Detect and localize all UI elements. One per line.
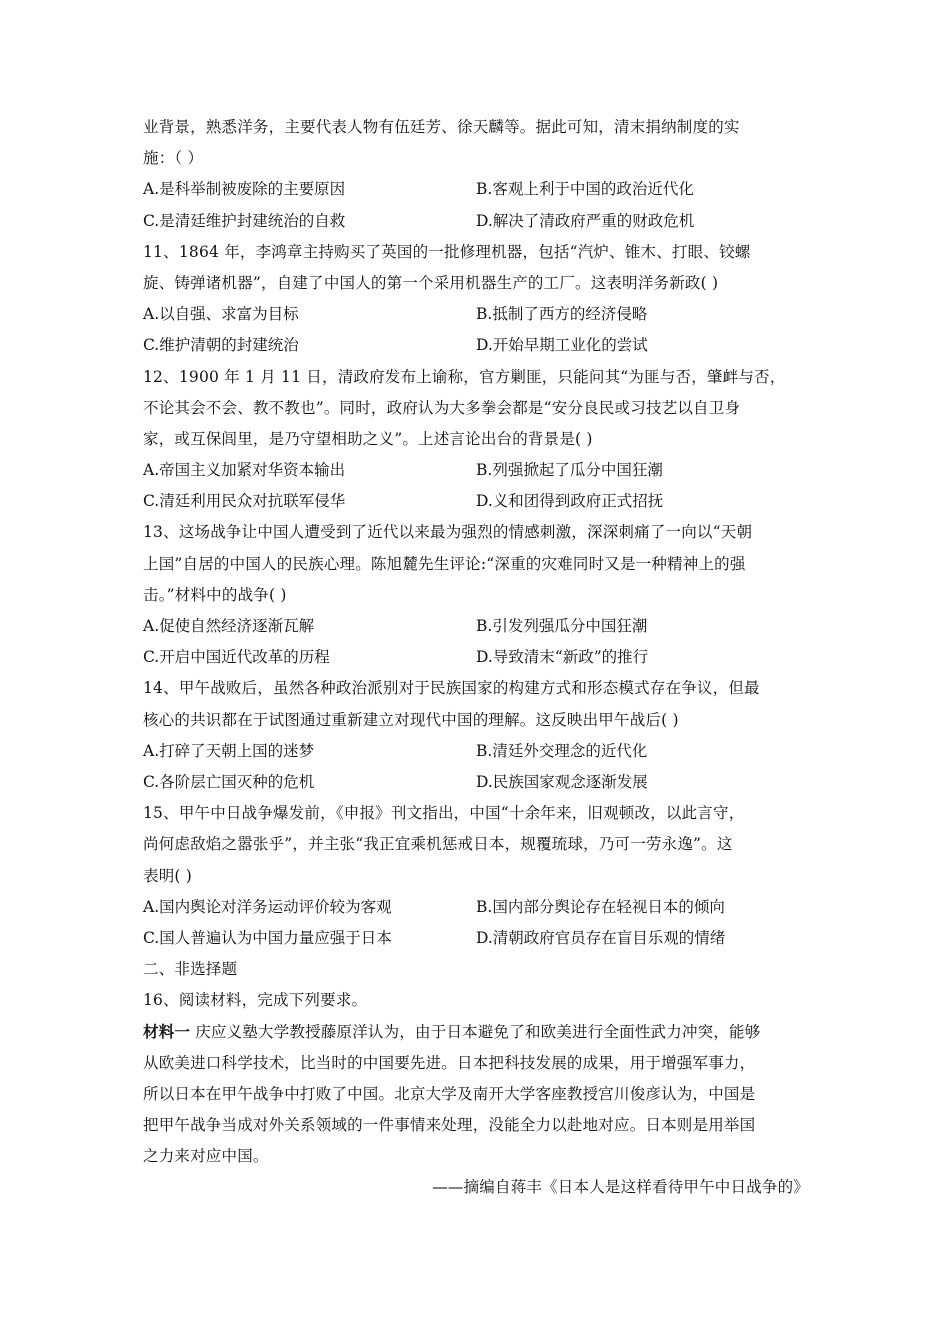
question-10-tail: [143, 112, 811, 237]
question-text-line: 表明( ): [143, 866, 193, 885]
question-12: [143, 362, 811, 518]
option-c: C.清廷利用民众对抗联军侵华: [143, 492, 346, 511]
option-b: B.抵制了西方的经济侵略: [476, 305, 648, 324]
option-d: D.民族国家观念逐渐发展: [476, 772, 648, 791]
question-text-line: 15、甲午中日战争爆发前，《申报》刊文指出，中国“十余年来，旧观顿改，以此言守，: [143, 804, 745, 823]
option-b: B.引发列强瓜分中国狂潮: [476, 617, 648, 635]
option-b: B.列强掀起了瓜分中国狂潮: [476, 461, 663, 480]
option-b: B.国内部分舆论存在轻视日本的倾向: [476, 897, 725, 916]
option-b: B.清廷外交理念的近代化: [476, 741, 648, 760]
question-text-line: 旋、铸弹诸机器”，自建了中国人的第一个采用机器生产的工厂。这表明洋务新政( ): [143, 273, 719, 292]
option-d: D.解决了清政府严重的财政危机: [476, 211, 695, 230]
question-text-line: 业背景，熟悉洋务，主要代表人物有伍廷芳、徐天麟等。据此可知，清末捐纳制度的实: [143, 118, 740, 136]
question-text-line: 施：（ ）: [143, 149, 204, 168]
material-text-line: 之力来对应中国。: [143, 1147, 269, 1166]
question-text-line: 核心的共识都在于试图通过重新建立对现代中国的理解。这反映出甲午战后( ): [143, 710, 679, 729]
option-c: C.开启中国近代改革的历程: [143, 648, 330, 667]
option-c: C.各阶层亡国灭种的危机: [143, 772, 315, 791]
question-prompt: 16、阅读材料，完成下列要求。: [143, 991, 368, 1010]
question-text-line: 尚何虑敌焰之嚣张乎”，并主张“我正宜乘机惩戒日本，规覆琉球，乃可一劳永逸”。这: [143, 835, 733, 854]
question-14: [143, 673, 811, 798]
option-b: B.客观上利于中国的政治近代化: [476, 180, 694, 199]
material-text-line: 所以日本在甲午战争中打败了中国。北京大学及南开大学客座教授宫川俊彦认为，中国是: [143, 1084, 756, 1103]
material-source: ——摘编自蒋丰《日本人是这样看待甲午中日战争的》: [432, 1178, 809, 1197]
question-13: [143, 517, 811, 673]
option-c: C.是清廷维护封建统治的自救: [143, 211, 346, 230]
option-a: A.以自强、求富为目标: [143, 305, 299, 324]
exam-page: [143, 112, 811, 1204]
question-text-line: 12、1900 年 1 月 11 日，清政府发布上谕称，官方剿匪，只能问其“为匪与否，肇衅与否，: [143, 367, 786, 386]
option-c: C.国人普遍认为中国力量应强于日本: [143, 928, 392, 947]
material-label: 材料一: [143, 1022, 191, 1042]
material-text-line: 从欧美进口科学技术，比当时的中国要先进。日本把科技发展的成果，用于增强军事力，: [143, 1053, 756, 1072]
question-text-line: 不论其会不会、教不教也”。同时，政府认为大多拳会都是“安分良民或习技艺以自卫身: [143, 398, 741, 417]
option-a: A.打碎了天朝上国的迷梦: [143, 741, 315, 760]
option-a: A.帝国主义加紧对华资本输出: [143, 461, 346, 480]
question-11: [143, 237, 811, 362]
option-d: D.导致清末“新政”的推行: [476, 648, 649, 667]
material-text-line: 庆应义塾大学教授藤原洋认为，由于日本避免了和欧美进行全面性武力冲突，能够: [190, 1023, 761, 1042]
option-a: A.促使自然经济逐渐瓦解: [143, 617, 315, 635]
question-text-line: 击。”材料中的战争( ): [143, 585, 287, 604]
option-a: A.是科举制被废除的主要原因: [143, 180, 346, 199]
question-text-line: 13、这场战争让中国人遭受到了近代以来最为强烈的情感刺激，深深刺痛了一向以“天朝: [143, 523, 753, 542]
question-text-line: 家，或互保闾里，是乃守望相助之义”。上述言论出台的背景是( ): [143, 429, 593, 448]
question-15: [143, 798, 811, 954]
option-d: D.开始早期工业化的尝试: [476, 336, 648, 355]
option-c: C.维护清朝的封建统治: [143, 336, 299, 355]
option-d: D.义和团得到政府正式招抚: [476, 492, 664, 511]
question-text-line: 11、1864 年，李鸿章主持购买了英国的一批修理机器，包括“汽炉、锥木、打眼、铰螺: [143, 242, 751, 261]
material-text-line: 把甲午战争当成对外关系领域的一件事情来处理，没能全力以赴地对应。日本则是用举国: [143, 1116, 756, 1134]
option-d: D.清朝政府官员存在盲目乐观的情绪: [476, 928, 726, 947]
question-text-line: 上国”自居的中国人的民族心理。陈旭麓先生评论:“深重的灾难同时又是一种精神上的强: [143, 554, 746, 573]
question-16: [143, 985, 811, 1203]
section-heading: 二、非选择题: [143, 960, 238, 979]
question-text-line: 14、甲午战败后，虽然各种政治派别对于民族国家的构建方式和形态模式存在争议，但最: [143, 679, 760, 698]
option-a: A.国内舆论对洋务运动评价较为客观: [143, 897, 392, 916]
